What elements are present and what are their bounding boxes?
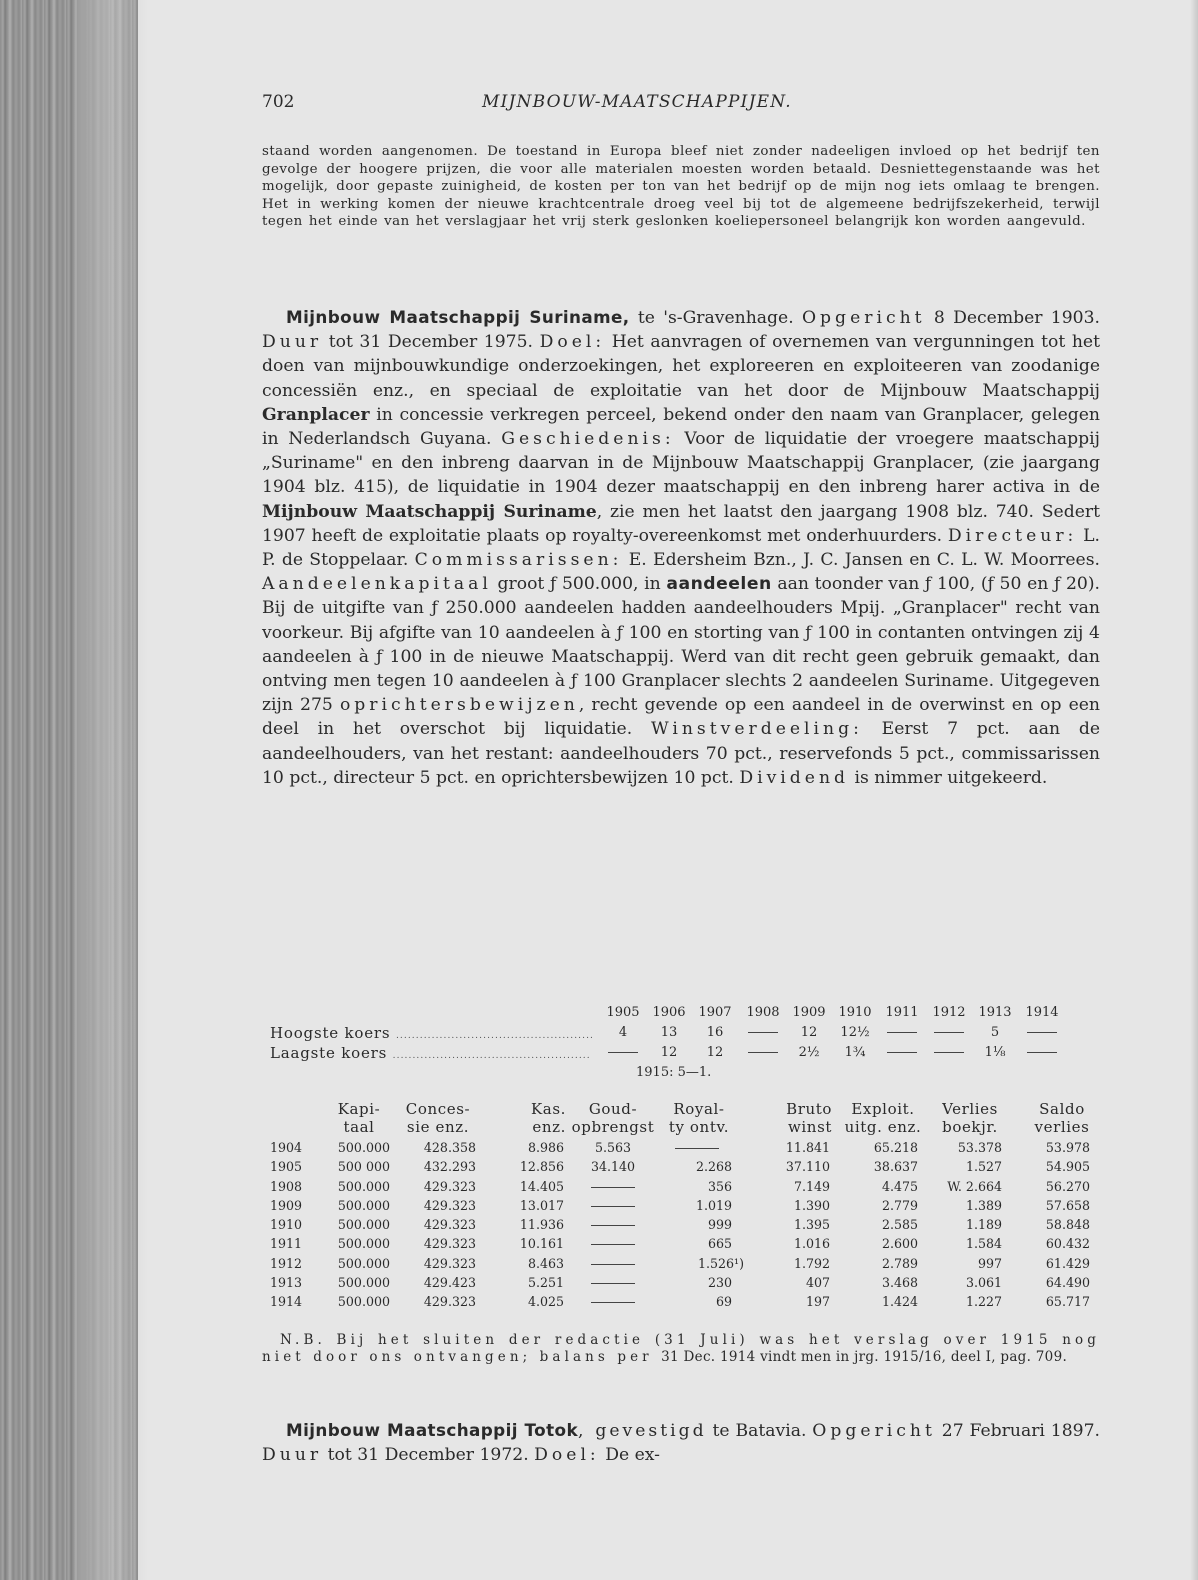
label-directeur: Directeur: — [947, 525, 1078, 546]
cell — [578, 1215, 648, 1234]
value-geschiedenis-1: Voor de liquidatie der vroegere maatschappij „Suriname" en den inbreng daarvan in de Mijnbouw Maatschappij Granplacer, (zie jaargang 1904 blz. 415), de liquidatie in 1904 dezer maatschappij en den inbreng harer activa in de — [262, 429, 1100, 498]
cell: 500.000 — [337, 1275, 390, 1291]
cell: 500.000 — [337, 1255, 390, 1271]
nota-bene — [262, 1332, 1100, 1367]
label-duur: Duur — [262, 332, 323, 353]
financial-table-header — [262, 1100, 1102, 1138]
table-row — [262, 1215, 1102, 1234]
cell: 5.251 — [527, 1275, 564, 1291]
koers-value — [1019, 1043, 1065, 1063]
cell: 500.000 — [337, 1140, 390, 1155]
cell — [578, 1196, 648, 1215]
page-edge-shadow — [1190, 0, 1198, 1580]
value-opgericht: 8 December 1903. — [925, 308, 1101, 328]
empty-value-dash — [748, 1032, 778, 1033]
koers-year: 1912 — [932, 1005, 966, 1020]
empty-value-dash — [887, 1032, 917, 1033]
value-duur: tot 31 December 1972. — [322, 1445, 535, 1466]
col-header-bruto-winst: Bruto winst — [786, 1100, 832, 1136]
col-header-exploit: Exploit. uitg. enz. — [844, 1100, 922, 1136]
cell — [578, 1234, 648, 1253]
empty-value-dash — [608, 1052, 638, 1053]
label-doel: Doel: — [539, 332, 606, 353]
leader-dots: .................................................. — [392, 1051, 591, 1061]
intro-paragraph: staand worden aangenomen. De toestand in Europa bleef niet zonder nadeeligen invloed op het bedrijf ten gevolge der hoogere prijzen, die voor alle materialen moesten worden betaald. Desniettegenstaande was het mogelijk, door gepaste zuinigheid, de kosten per ton van het bedrijf op de mijn nog iets omlaag te brengen. Het in werking komen der nieuwe krachtcentrale droeg veel bij tot de algemeene bedrijfszekerheid, terwijl tegen het einde van het verslagjaar het vrij sterk geslonken koeliepersoneel belangrijk kon worden aangevuld. — [262, 144, 1100, 230]
koers-value: 12 — [706, 1045, 724, 1060]
cell: 38.637 — [873, 1159, 918, 1175]
row-year: 1911 — [270, 1236, 303, 1252]
value-doel-2: in concessie verkregen perceel, bekend onder den naam van Granplacer, gelegen in Nederlandsch Guyana. — [262, 404, 1100, 450]
value-opgericht: 27 Februari 1897. — [935, 1421, 1100, 1441]
cell: 53.378 — [957, 1140, 1002, 1155]
cell: 12.856 — [519, 1159, 564, 1175]
page-gutter-shadow — [78, 0, 148, 1580]
label-aandeelenkapitaal: Aandeelenkapitaal — [262, 574, 492, 595]
koers-value: 4 — [618, 1025, 628, 1040]
value-doel: De ex- — [599, 1445, 660, 1466]
cell: 500.000 — [337, 1178, 390, 1194]
running-head — [262, 92, 1102, 116]
empty-value-dash — [591, 1302, 635, 1303]
empty-value-dash — [748, 1052, 778, 1053]
koers-year: 1910 — [838, 1005, 872, 1020]
cell: 230 — [707, 1275, 732, 1291]
table-row — [262, 1254, 1102, 1273]
label-gevestigd: , gevestigd — [578, 1421, 707, 1441]
financial-table — [262, 1100, 1102, 1312]
cell — [578, 1177, 648, 1196]
cell — [578, 1292, 648, 1311]
cell: 54.905 — [1045, 1159, 1090, 1175]
koers-table — [262, 1003, 1102, 1080]
koers-value — [740, 1043, 786, 1063]
koers-value: 1¾ — [844, 1045, 866, 1060]
empty-value-dash — [591, 1283, 635, 1284]
value-aandeelen: aan toonder van ƒ 100, (ƒ 50 en ƒ 20). Bij de uitgifte van ƒ 250.000 aandeelen hadden aandeelhouders Mpij. „Granplacer" recht van voorkeur. Bij afgifte van 10 aandeelen à ƒ 100 en storting van ƒ 100 in contanten ontvingen zij 4 aandeelen à ƒ 100 in de nieuwe Maatschappij. Werd van dit recht geen gebruik gemaakt, dan ontving men tegen 10 aandeelen à ƒ 100 Granplacer slechts 2 aandeelen Suriname. Uitgegeven zijn 275 — [262, 574, 1100, 716]
koers-label-text: Laagste koers — [270, 1044, 388, 1062]
empty-value-dash — [675, 1148, 719, 1149]
koers-note: 1915: 5—1. — [636, 1065, 712, 1080]
bold-aandeelen: aandeelen — [666, 574, 772, 595]
cell: 1.189 — [965, 1217, 1002, 1233]
cell: 2.779 — [881, 1197, 918, 1213]
cell: 65.218 — [873, 1140, 918, 1155]
cell: 60.432 — [1045, 1236, 1090, 1252]
label-winstverdeeling: Winstverdeeling: — [650, 719, 863, 740]
value-dividend: is nimmer uitgekeerd. — [849, 767, 1048, 788]
koers-value — [600, 1043, 646, 1063]
cell: 1.526¹) — [697, 1255, 744, 1271]
cell: 429.323 — [423, 1236, 476, 1252]
value-oprichtersbewijzen: , recht gevende op een aandeel in de overwinst en op een deel in het overschot bij liquidatie. — [262, 695, 1100, 740]
cell: 1.527 — [965, 1159, 1002, 1175]
cell — [578, 1273, 648, 1292]
cell: 407 — [805, 1275, 830, 1291]
value-commissarissen: E. Edersheim Bzn., J. C. Jansen en C. L. W. Moorrees. — [622, 550, 1101, 571]
table-row — [262, 1273, 1102, 1292]
entry-suriname — [262, 305, 1100, 790]
row-year: 1909 — [270, 1197, 303, 1213]
koers-value: 12 — [800, 1025, 818, 1040]
koers-year: 1914 — [1025, 1005, 1059, 1020]
cell: 429.323 — [423, 1294, 476, 1310]
cell: 500.000 — [337, 1197, 390, 1213]
col-header-kapitaal: Kapi- taal — [337, 1100, 381, 1136]
label-geschiedenis: Geschiedenis: — [501, 429, 675, 450]
koers-value: 12 — [660, 1045, 678, 1060]
cell: 13.017 — [519, 1197, 564, 1213]
col-header-concessie: Conces- sie enz. — [405, 1100, 471, 1136]
cell — [662, 1138, 732, 1157]
row-year: 1914 — [270, 1294, 303, 1310]
cell: 3.061 — [965, 1275, 1002, 1291]
cell: 64.490 — [1045, 1275, 1090, 1291]
cell: 37.110 — [785, 1159, 830, 1175]
cell: 1.019 — [695, 1197, 732, 1213]
koers-value — [740, 1023, 786, 1043]
koers-row-hoogste — [262, 1023, 1102, 1043]
entry-totok — [262, 1418, 1100, 1467]
cell: 429.323 — [423, 1178, 476, 1194]
table-row — [262, 1138, 1102, 1157]
cell: 34.140 — [590, 1159, 636, 1175]
value-duur: tot 31 December 1975. — [322, 332, 540, 353]
empty-value-dash — [887, 1052, 917, 1053]
cell: 61.429 — [1045, 1255, 1090, 1271]
label-duur: Duur — [262, 1445, 323, 1466]
koers-year: 1909 — [792, 1005, 826, 1020]
koers-value — [926, 1023, 972, 1043]
cell: 4.475 — [881, 1178, 918, 1194]
table-row — [262, 1177, 1102, 1196]
value-geschiedenis-2: , zie men het laatst den jaargang 1908 blz. 740. Sedert 1907 heeft de exploitatie plaats op royalty-overeenkomst met onderhuurders. — [262, 501, 1100, 546]
empty-value-dash — [591, 1187, 635, 1188]
cell: 2.600 — [881, 1236, 918, 1252]
cell: 500 000 — [337, 1159, 390, 1175]
col-header-saldo: Saldo verlies — [1034, 1100, 1090, 1136]
label-opgericht: Opgericht — [812, 1421, 936, 1441]
koers-year: 1905 — [606, 1005, 640, 1020]
label-commissarissen: Commissarissen: — [414, 550, 623, 571]
koers-year: 1913 — [978, 1005, 1012, 1020]
koers-year: 1907 — [698, 1005, 732, 1020]
cell: 997 — [977, 1255, 1002, 1271]
koers-year: 1906 — [652, 1005, 686, 1020]
cell: 665 — [707, 1236, 732, 1252]
koers-year: 1908 — [746, 1005, 780, 1020]
cell: 1.389 — [965, 1197, 1002, 1213]
bold-granplacer: Granplacer — [262, 404, 370, 425]
koers-value: 16 — [706, 1025, 724, 1040]
row-year: 1912 — [270, 1255, 303, 1271]
cell: 999 — [707, 1217, 732, 1233]
empty-value-dash — [934, 1032, 964, 1033]
cell: 1.792 — [793, 1255, 830, 1271]
row-year: 1904 — [270, 1140, 303, 1155]
empty-value-dash — [591, 1264, 635, 1265]
cell — [578, 1254, 648, 1273]
cell: 10.161 — [519, 1236, 564, 1252]
koers-value: 2½ — [798, 1045, 820, 1060]
cell: 53.978 — [1045, 1140, 1090, 1155]
label-dividend: Dividend — [739, 767, 850, 788]
col-header-goudopbrengst: Goud- opbrengst — [571, 1100, 655, 1136]
cell: 11.841 — [785, 1140, 830, 1155]
leader-dots: .................................................. — [395, 1031, 595, 1041]
cell: 58.848 — [1045, 1217, 1090, 1233]
page-number: 702 — [262, 92, 295, 112]
value-aandeelenkapitaal: groot ƒ 500.000, in — [491, 574, 667, 595]
cell: 5.563 — [594, 1140, 632, 1155]
koers-value: 13 — [660, 1025, 678, 1040]
cell: 500.000 — [337, 1236, 390, 1252]
cell: 2.789 — [881, 1255, 918, 1271]
koers-label — [270, 1043, 602, 1066]
value-winstverdeeling: Eerst 7 pct. aan de aandeelhouders, van het restant: aandeelhouders 70 pct., reservefonds 5 pct., commissarissen 10 pct., directeur 5 pct. en oprichtersbewijzen 10 pct. — [262, 719, 1100, 788]
col-header-royalty: Royal- ty ontv. — [668, 1100, 730, 1136]
table-row — [262, 1292, 1102, 1311]
cell: 2.268 — [695, 1159, 732, 1175]
nota-bene-reference: 31 Dec. 1914 vindt men in jrg. 1915/16, deel I, pag. 709. — [661, 1349, 1068, 1366]
cell: 56.270 — [1045, 1178, 1090, 1194]
bold-company-ref: Mijnbouw Maatschappij Suriname — [262, 501, 597, 522]
value-directeur: L. P. de Stoppelaar. — [262, 525, 1100, 571]
koers-label-text: Hoogste koers — [270, 1024, 391, 1042]
koers-value — [1019, 1023, 1065, 1043]
empty-value-dash — [934, 1052, 964, 1053]
cell: 7.149 — [793, 1178, 830, 1194]
value-doel-1: Het aanvragen of overnemen van vergunningen tot het doen van mijnbouwkundige onderzoekingen, het exploreeren en exploiteeren van zoodanige concessiën enz., en speciaal de exploitatie van het door de Mijnbouw Maatschappij — [262, 332, 1100, 401]
cell: 429.323 — [423, 1197, 476, 1213]
col-header-verlies: Verlies boekjr. — [942, 1100, 998, 1136]
cell: 11.936 — [519, 1217, 564, 1233]
company-name: Mijnbouw Maatschappij Suriname, — [286, 307, 630, 327]
cell: 429.323 — [423, 1255, 476, 1271]
cell: 429.423 — [423, 1275, 476, 1291]
cell: 1.584 — [965, 1236, 1002, 1252]
cell: 500.000 — [337, 1294, 390, 1310]
running-title: MIJNBOUW-MAATSCHAPPIJEN. — [482, 92, 792, 112]
koers-value — [879, 1023, 925, 1043]
cell: 428.358 — [423, 1140, 476, 1155]
company-location: te Batavia. — [706, 1421, 813, 1441]
company-location: te 's-Gravenhage. — [629, 308, 802, 328]
koers-row-laagste — [262, 1043, 1102, 1063]
empty-value-dash — [591, 1244, 635, 1245]
empty-value-dash — [591, 1206, 635, 1207]
cell: 4.025 — [527, 1294, 564, 1310]
col-header-kas: Kas. enz. — [530, 1100, 566, 1136]
row-year: 1913 — [270, 1275, 303, 1291]
cell: 69 — [715, 1294, 732, 1310]
table-row — [262, 1196, 1102, 1215]
cell: 3.468 — [881, 1275, 918, 1291]
cell: 429.323 — [423, 1217, 476, 1233]
cell: 1.395 — [793, 1217, 830, 1233]
cell: 1.390 — [793, 1197, 830, 1213]
table-row — [262, 1234, 1102, 1253]
cell: 8.463 — [527, 1255, 564, 1271]
cell: 2.585 — [881, 1217, 918, 1233]
row-year: 1905 — [270, 1159, 303, 1175]
koers-value — [926, 1043, 972, 1063]
cell: 8.986 — [527, 1140, 564, 1155]
label-doel: Doel: — [534, 1445, 600, 1466]
koers-value: 1⅛ — [984, 1045, 1006, 1060]
koers-header-row — [262, 1003, 1102, 1023]
label-opgericht: Opgericht — [801, 308, 926, 328]
nota-bene-text: N.B. Bij het sluiten der redactie (31 Juli) was het verslag over 1915 nog niet door ons ontvangen; balans per — [262, 1332, 1100, 1366]
company-name: Mijnbouw Maatschappij Totok — [286, 1420, 579, 1440]
cell: 14.405 — [519, 1178, 564, 1194]
empty-value-dash — [591, 1225, 635, 1226]
cell: 432.293 — [423, 1159, 476, 1175]
cell: 57.658 — [1045, 1197, 1090, 1213]
cell: 197 — [805, 1294, 830, 1310]
koers-year: 1911 — [885, 1005, 919, 1020]
cell: W. 2.664 — [947, 1178, 1002, 1194]
koers-value: 12½ — [840, 1025, 870, 1040]
cell: 1.424 — [881, 1294, 918, 1310]
cell: 356 — [707, 1178, 732, 1194]
cell: 65.717 — [1045, 1294, 1090, 1310]
row-year: 1908 — [270, 1178, 303, 1194]
cell: 1.016 — [793, 1236, 830, 1252]
empty-value-dash — [1027, 1052, 1057, 1053]
label-oprichtersbewijzen: oprichtersbewijzen — [339, 695, 579, 716]
table-row — [262, 1157, 1102, 1176]
empty-value-dash — [1027, 1032, 1057, 1033]
row-year: 1910 — [270, 1217, 303, 1233]
cell: 500.000 — [337, 1217, 390, 1233]
koers-value: 5 — [990, 1025, 1000, 1040]
cell: 1.227 — [965, 1294, 1002, 1310]
koers-value — [879, 1043, 925, 1063]
